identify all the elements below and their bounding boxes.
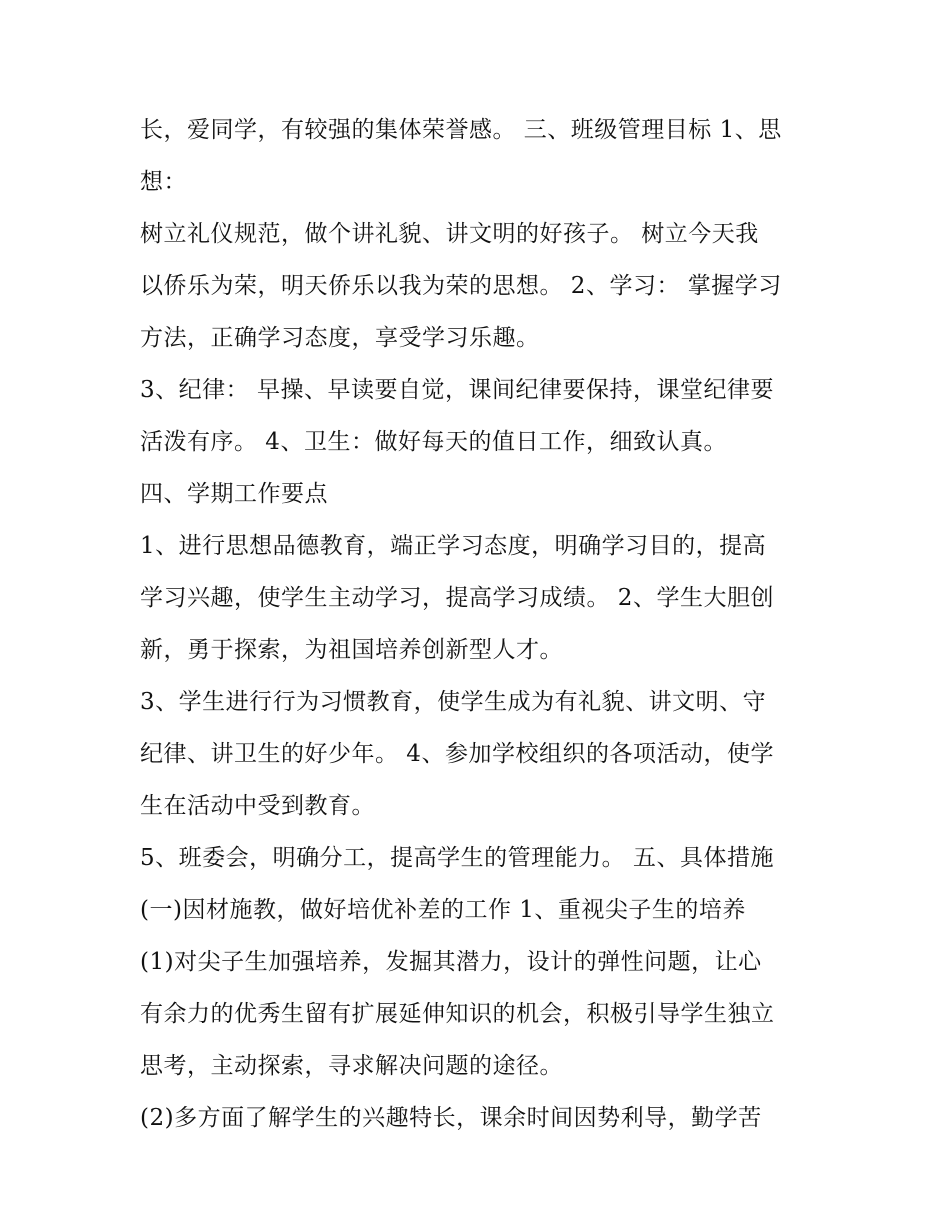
text-line-11: 新，勇于探索，为祖国培养创新型人才。: [140, 637, 563, 663]
text-line-17: (1)对尖子生加强培养，发掘其潜力，设计的弹性问题，让心: [140, 949, 762, 975]
text-line-20: (2)多方面了解学生的兴趣特长，课余时间因势利导，勤学苦: [140, 1105, 762, 1131]
document-body: [140, 104, 820, 1144]
text-line-6: 3、纪律： 早操、早读要自觉，课间纪律要保持，课堂纪律要: [140, 377, 774, 403]
text-line-10: 学习兴趣，使学生主动学习，提高学习成绩。 2、学生大胆创: [140, 585, 774, 611]
text-line-19: 思考，主动探索，寻求解决问题的途径。: [140, 1053, 563, 1079]
text-line-15: 5、班委会，明确分工，提高学生的管理能力。 五、具体措施: [140, 845, 774, 871]
text-line-14: 生在活动中受到教育。: [140, 793, 375, 819]
text-line-4: 以侨乐为荣，明天侨乐以我为荣的思想。 2、学习： 掌握学习: [140, 273, 782, 299]
text-line-18: 有余力的优秀生留有扩展延伸知识的机会，积极引导学生独立: [140, 1001, 775, 1027]
section-heading-4: 四、学期工作要点: [140, 481, 328, 507]
text-line-7: 活泼有序。 4、卫生：做好每天的值日工作，细致认真。: [140, 429, 727, 455]
text-line-13: 纪律、讲卫生的好少年。 4、参加学校组织的各项活动，使学: [140, 741, 774, 767]
text-line-9: 1、进行思想品德教育，端正学习态度，明确学习目的，提高: [140, 533, 767, 559]
text-line-1: 长，爱同学，有较强的集体荣誉感。 三、班级管理目标 1、思: [140, 117, 782, 143]
text-line-12: 3、学生进行行为习惯教育，使学生成为有礼貌、讲文明、守: [140, 689, 767, 715]
text-line-5: 方法，正确学习态度，享受学习乐趣。: [140, 325, 540, 351]
text-line-16: (一)因材施教，做好培优补差的工作 1、重视尖子生的培养: [140, 897, 746, 923]
text-line-3: 树立礼仪规范，做个讲礼貌、讲文明的好孩子。 树立今天我: [140, 221, 759, 247]
text-line-2: 想：: [140, 169, 187, 195]
